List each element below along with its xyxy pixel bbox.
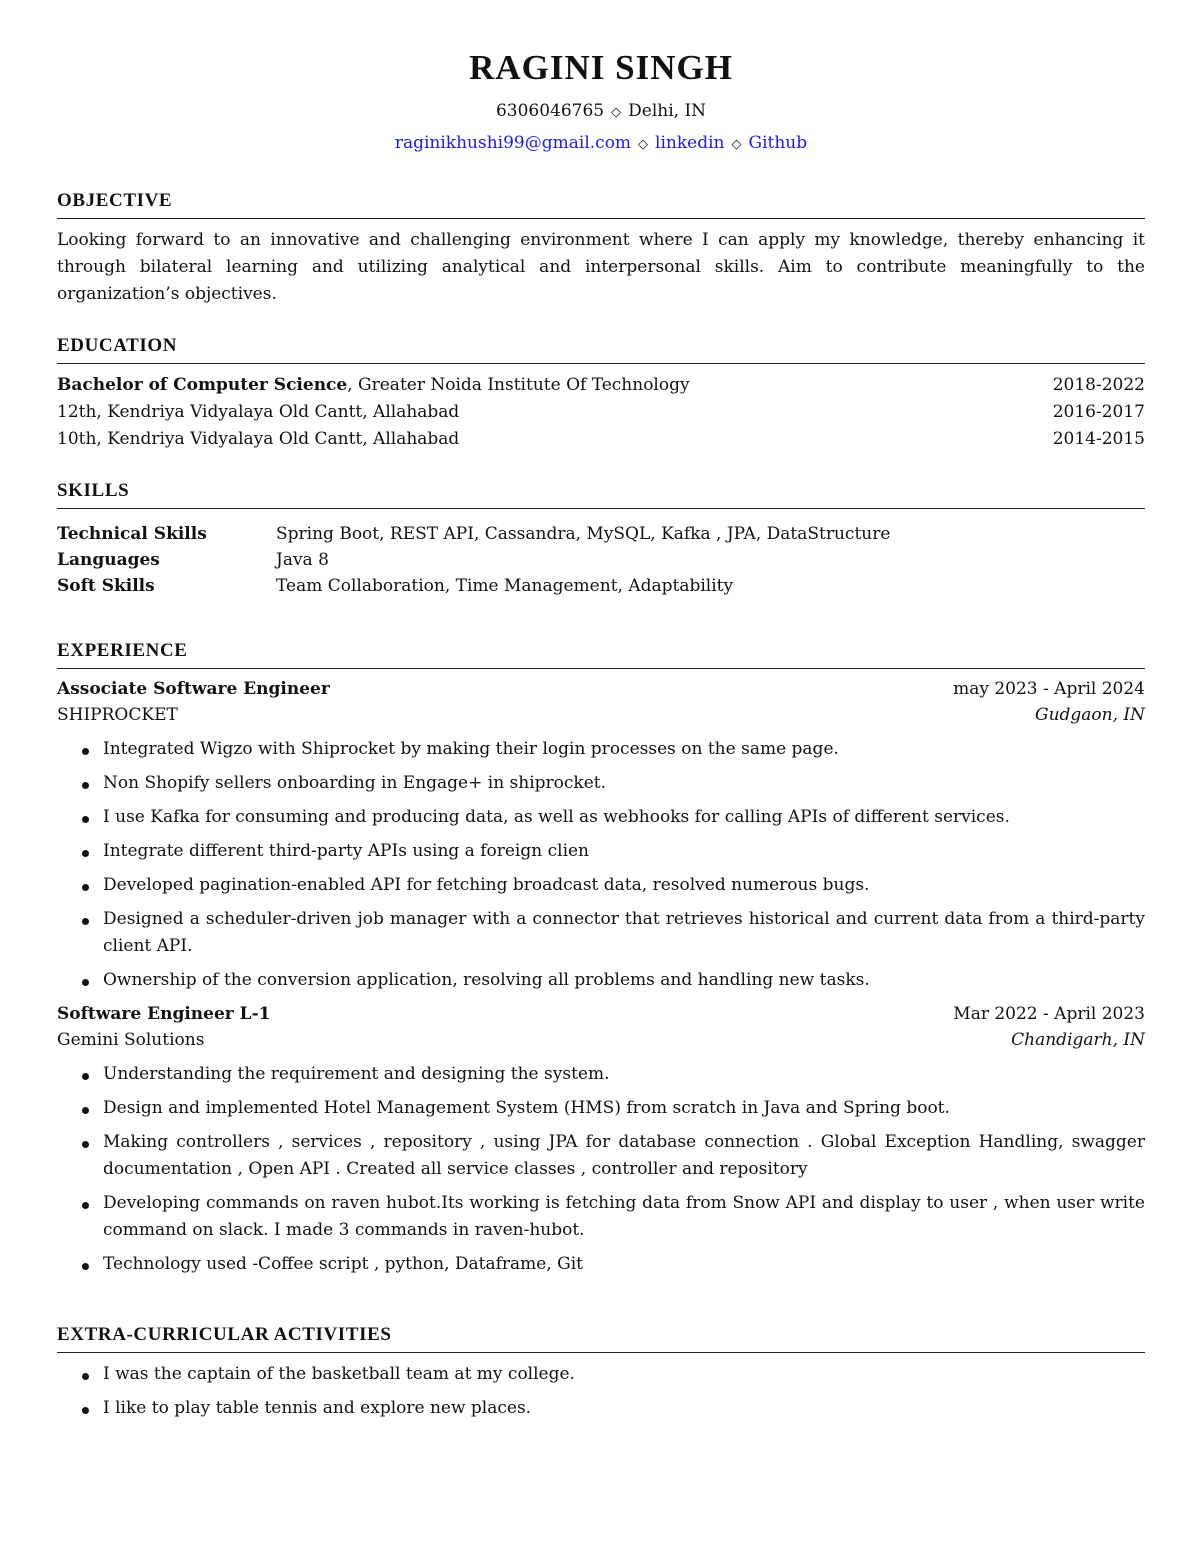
school: , Kendriya Vidyalaya Old Cantt, Allahabad: [96, 429, 460, 449]
job-entry: [57, 676, 1145, 994]
section-divider: [57, 1352, 1145, 1353]
bullet-text: Developed pagination-enabled API for fetching broadcast data, resolved numerous bugs.: [103, 875, 870, 895]
list-item: [57, 770, 1145, 797]
education-row: [57, 399, 1145, 426]
section-divider: [57, 218, 1145, 219]
list-item: [57, 1251, 1145, 1278]
job-dates: may 2023 - April 2024: [953, 679, 1145, 699]
list-item: [57, 1361, 1145, 1388]
job-bullets: [57, 736, 1145, 994]
bullet-text: Technology used -Coffee script , python, Dataframe, Git: [103, 1254, 584, 1274]
education-row: [57, 426, 1145, 453]
bullet-icon: [82, 918, 89, 925]
extracurricular-list: [57, 1361, 1145, 1422]
bullet-text: I like to play table tennis and explore new places.: [103, 1398, 532, 1418]
bullet-text: Non Shopify sellers onboarding in Engage+ in shiprocket.: [103, 773, 607, 793]
bullet-text: Ownership of the conversion application, resolving all problems and handling new tasks.: [103, 970, 870, 990]
list-item: [57, 1129, 1145, 1183]
bullet-icon: [82, 850, 89, 857]
separator-diamond: ◇: [638, 137, 649, 152]
job-subheader: [57, 1027, 1145, 1053]
degree: Bachelor of Computer Science: [57, 375, 348, 395]
bullet-icon: [82, 1107, 89, 1114]
linkedin-link[interactable]: linkedin: [655, 133, 725, 153]
list-item: [57, 1395, 1145, 1422]
separator-diamond: ◇: [731, 137, 742, 152]
job-header: [57, 676, 1145, 702]
bullet-icon: [82, 979, 89, 986]
education-years: 2014-2015: [1052, 429, 1145, 449]
list-item: [57, 838, 1145, 865]
list-item: [57, 1190, 1145, 1244]
job-bullets: [57, 1061, 1145, 1278]
list-item: [57, 736, 1145, 763]
bullet-icon: [82, 1263, 89, 1270]
skill-row: [57, 521, 1145, 547]
job-role: Software Engineer L-1: [57, 1004, 271, 1024]
bullet-text: Integrate different third-party APIs using a foreign clien: [103, 841, 590, 861]
bullet-text: Integrated Wigzo with Shiprocket by making their login processes on the same page.: [103, 739, 839, 759]
bullet-icon: [82, 1141, 89, 1148]
section-title: SKILLS: [57, 480, 130, 501]
education-years: 2016-2017: [1052, 402, 1145, 422]
job-company: SHIPROCKET: [57, 705, 178, 725]
objective-section: [57, 189, 1145, 308]
objective-text: Looking forward to an innovative and challenging environment where I can apply my knowledge, thereby enhancing it through bilateral learning and utilizing analytical and interpersonal skills. Aim to contribute meaningfully to the organization’s objectives.: [57, 230, 1145, 304]
bullet-icon: [82, 1202, 89, 1209]
skill-value: Team Collaboration, Time Management, Adaptability: [276, 576, 734, 596]
bullet-icon: [82, 884, 89, 891]
skill-row: [57, 547, 1145, 573]
bullet-icon: [82, 1073, 89, 1080]
bullet-text: I use Kafka for consuming and producing data, as well as webhooks for calling APIs of different services.: [103, 807, 1010, 827]
section-divider: [57, 363, 1145, 364]
list-item: [57, 967, 1145, 994]
job-role: Associate Software Engineer: [57, 679, 330, 699]
education-list: [57, 372, 1145, 453]
section-title: EXTRA-CURRICULAR ACTIVITIES: [57, 1324, 392, 1345]
job-company: Gemini Solutions: [57, 1030, 205, 1050]
list-item: [57, 804, 1145, 831]
section-title: EDUCATION: [57, 335, 178, 356]
job-subheader: [57, 702, 1145, 728]
job-location: Chandigarh, IN: [1011, 1030, 1145, 1050]
list-item: [57, 872, 1145, 899]
bullet-icon: [82, 748, 89, 755]
phone-number: 6306046765: [495, 101, 605, 121]
education-years: 2018-2022: [1052, 375, 1145, 395]
candidate-name: RAGINI SINGH: [469, 48, 733, 87]
bullet-text: Understanding the requirement and designing the system.: [103, 1064, 610, 1084]
school: , Greater Noida Institute Of Technology: [347, 375, 690, 395]
skill-value: Java 8: [276, 550, 329, 570]
bullet-text: Developing commands on raven hubot.Its working is fetching data from Snow API and display to user , when user write command on slack. I made 3 commands in raven-hubot.: [103, 1193, 1145, 1240]
bullet-text: Designed a scheduler-driven job manager with a connector that retrieves historical and current data from a third-party client API.: [103, 909, 1145, 956]
bullet-icon: [82, 1407, 89, 1414]
job-dates: Mar 2022 - April 2023: [953, 1004, 1145, 1024]
job-entry: [57, 1001, 1145, 1278]
degree: 10th: [57, 429, 97, 449]
section-divider: [57, 668, 1145, 669]
bullet-text: Design and implemented Hotel Management System (HMS) from scratch in Java and Spring boot.: [103, 1098, 950, 1118]
skill-label: Languages: [57, 550, 160, 570]
education-row: [57, 372, 1145, 399]
list-item: [57, 906, 1145, 960]
job-header: [57, 1001, 1145, 1027]
experience-section: [57, 639, 1145, 1285]
bullet-icon: [82, 816, 89, 823]
bullet-icon: [82, 1373, 89, 1380]
skill-row: [57, 573, 1145, 599]
email-link[interactable]: raginikhushi99@gmail.com: [394, 133, 632, 153]
degree: 12th: [57, 402, 97, 422]
separator-diamond: ◇: [611, 105, 622, 120]
github-link[interactable]: Github: [748, 133, 808, 153]
list-item: [57, 1095, 1145, 1122]
skill-label: Soft Skills: [57, 576, 155, 596]
list-item: [57, 1061, 1145, 1088]
contact-phone-line: [57, 99, 1145, 125]
education-section: [57, 334, 1145, 453]
bullet-text: I was the captain of the basketball team at my college.: [103, 1364, 575, 1384]
school: , Kendriya Vidyalaya Old Cantt, Allahabad: [96, 402, 460, 422]
skill-value: Spring Boot, REST API, Cassandra, MySQL, Kafka , JPA, DataStructure: [276, 524, 891, 544]
bullet-icon: [82, 782, 89, 789]
bullet-text: Making controllers , services , repository , using JPA for database connection . Global Exception Handling, swagger documentation , Open API . Created all service classes , controller and repository: [103, 1132, 1145, 1179]
job-location: Gudgaon, IN: [1034, 705, 1145, 725]
section-divider: [57, 508, 1145, 509]
contact-links-line: [57, 131, 1145, 157]
skills-table: [57, 521, 1145, 599]
extracurricular-section: [57, 1323, 1145, 1429]
section-title: EXPERIENCE: [57, 640, 188, 661]
location: Delhi, IN: [628, 101, 707, 121]
section-title: OBJECTIVE: [57, 190, 173, 211]
skill-label: Technical Skills: [57, 524, 207, 544]
skills-section: [57, 479, 1145, 599]
